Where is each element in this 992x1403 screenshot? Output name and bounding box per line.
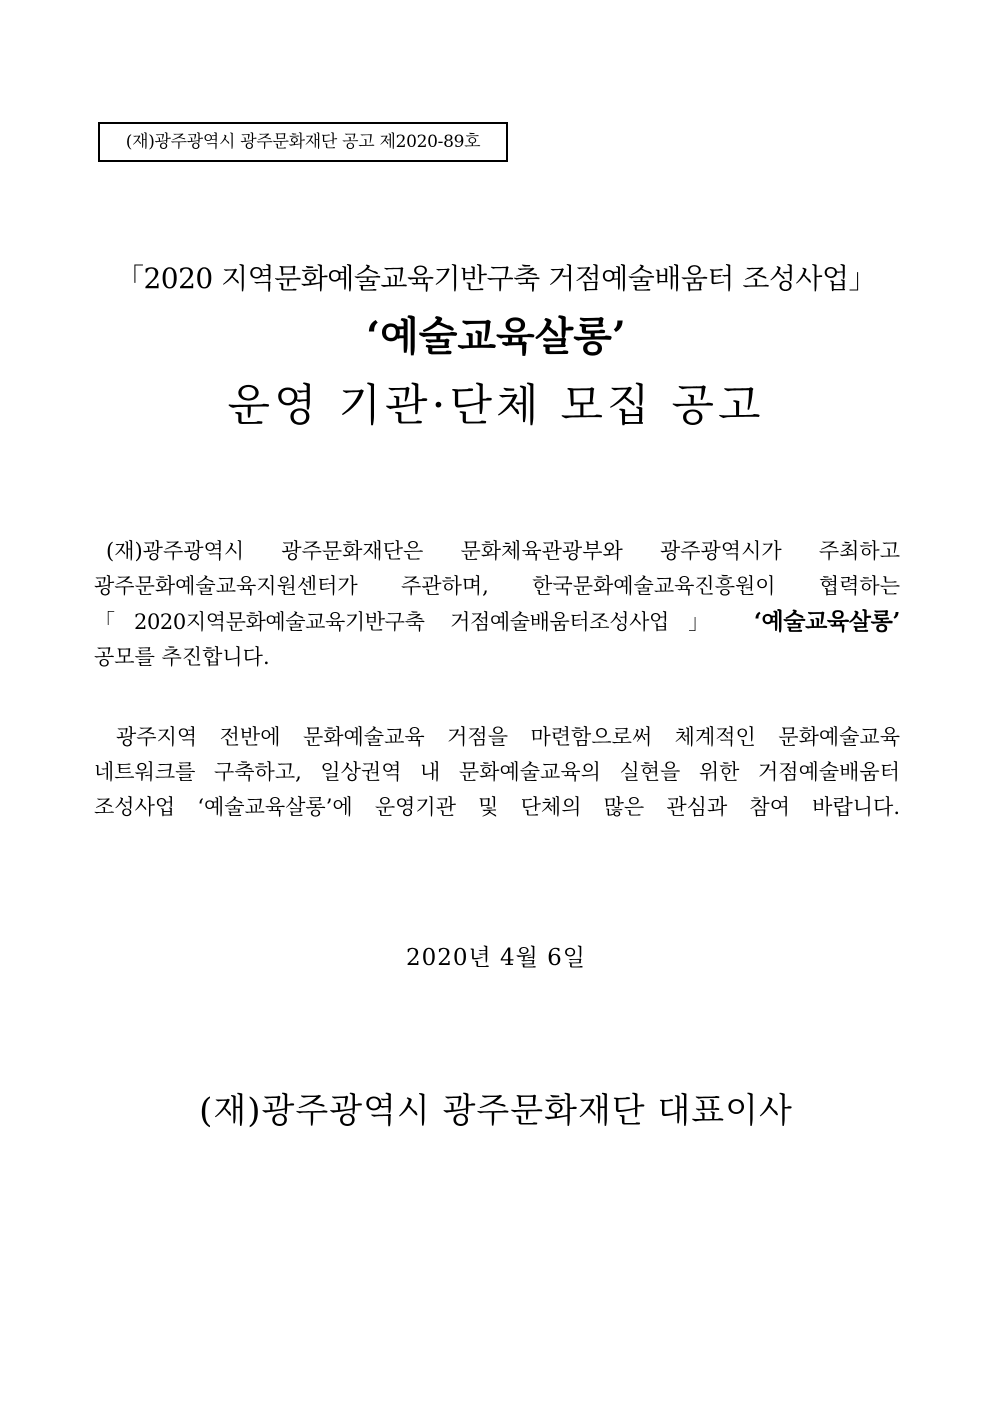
project-subtitle: 「2020 지역문화예술교육기반구축 거점예술배움터 조성사업」: [115, 262, 877, 295]
paragraph-line: 공모를 추진합니다.: [94, 645, 270, 669]
notice-number: (재)광주광역시 광주문화재단 공고 제2020-89호: [125, 132, 481, 152]
project-name-inline: 「2020지역문화예술교육기반구축 거점예술배움터조성사업」: [94, 610, 729, 634]
paragraph-line: 조성사업 ‘예술교육살롱’에 운영기관 및 단체의 많은 관심과 참여 바랍니다.: [94, 795, 900, 819]
paragraph-line: 네트워크를 구축하고, 일상권역 내 문화예술교육의 실현을 위한 거점예술배움터: [94, 760, 900, 784]
paragraph-line-3: [94, 604, 900, 640]
intro-paragraph: [94, 534, 900, 675]
paragraph-line: (재)광주광역시 광주문화재단은 문화체육관광부와 광주광역시가 주최하고: [106, 539, 900, 563]
announcement-title: 운영 기관·단체 모집 공고: [227, 380, 765, 431]
announcement-date: 2020년 4월 6일: [405, 945, 587, 971]
title-block: [0, 250, 992, 446]
purpose-paragraph: [94, 720, 900, 825]
notice-number-box: [98, 122, 508, 162]
paragraph-line: 광주지역 전반에 문화예술교육 거점을 마련함으로써 체계적인 문화예술교육: [116, 725, 900, 749]
program-name-emphasis: ‘예술교육살롱’: [753, 608, 900, 635]
program-name: ‘예술교육살롱’: [366, 313, 626, 360]
signature: (재)광주광역시 광주문화재단 대표이사: [199, 1091, 793, 1131]
paragraph-line: 광주문화예술교육지원센터가 주관하며, 한국문화예술교육진흥원이 협력하는: [94, 574, 900, 598]
